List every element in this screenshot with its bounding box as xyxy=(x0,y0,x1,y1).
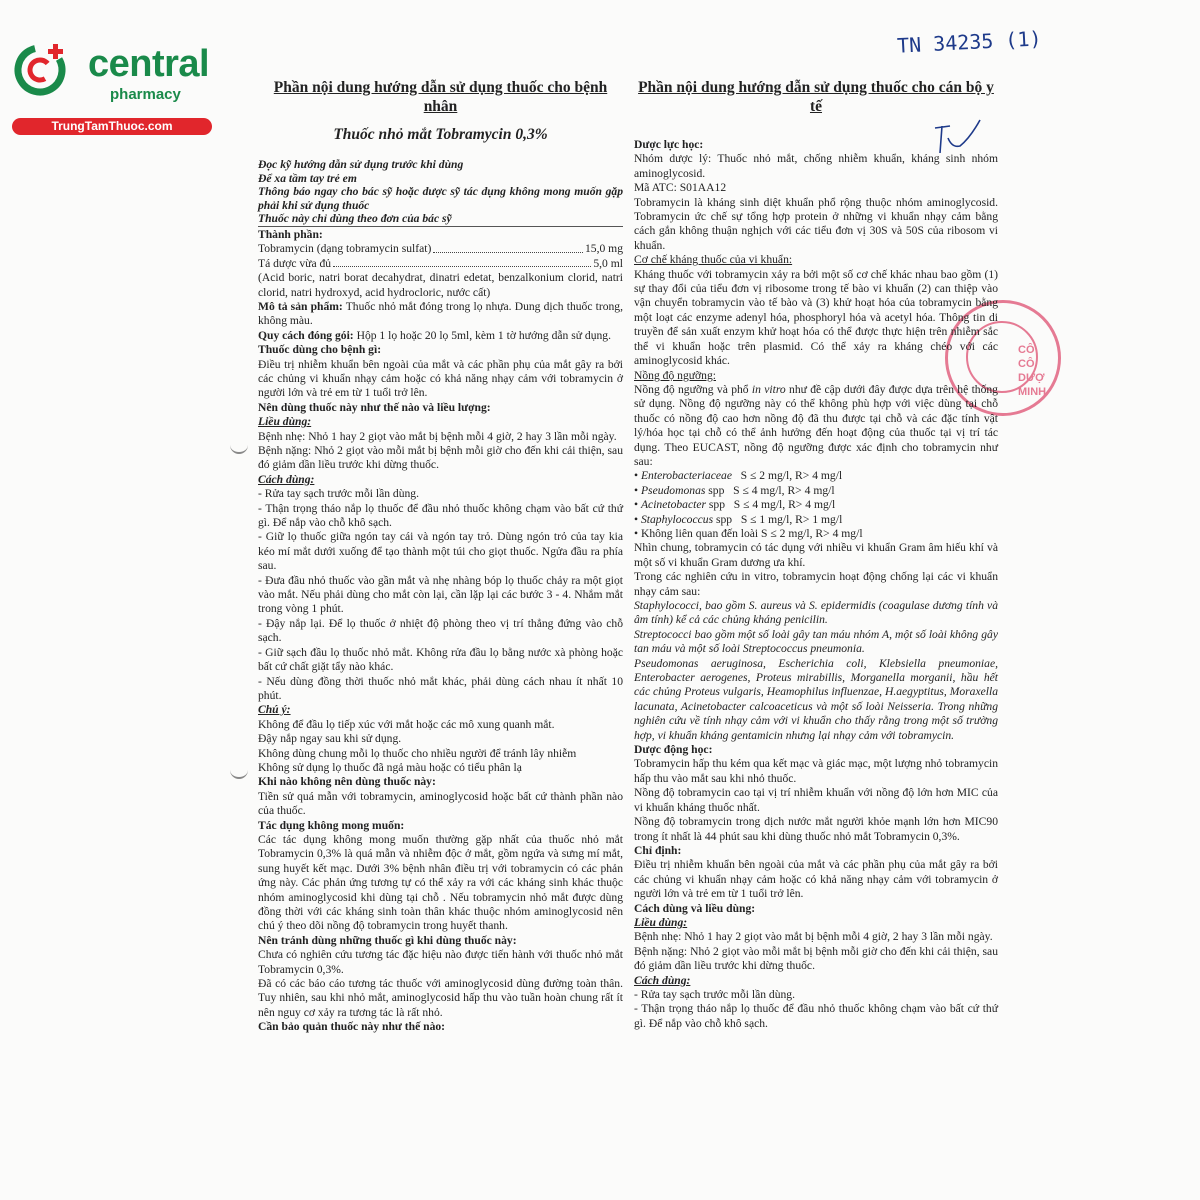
pd-atc: Mã ATC: S01AA12 xyxy=(634,181,727,195)
method-step: - Rửa tay sạch trước mỗi lần dùng. xyxy=(258,487,420,501)
description-paragraph: Mô tả sản phẩm: Thuốc nhỏ mắt đóng trong lọ nhựa. Dung dịch thuốc trong, không màu. xyxy=(258,299,623,328)
logo-url-link[interactable]: TrungTamThuoc.com xyxy=(12,118,212,135)
breakpoint-item: • Pseudomonas spp S ≤ 4 mg/l, R> 4 mg/l xyxy=(634,483,835,497)
composition-row: Tá dược vừa đủ 5,0 ml xyxy=(258,256,623,270)
indication-title: Chỉ định: xyxy=(634,843,682,857)
dose-severe: Bệnh nặng: Nhỏ 2 giọt vào mỗi mắt bị bệnh mỗi giờ cho đến khi cải thiện, sau đó giảm dần liều trước khi dừng thuốc. xyxy=(258,444,623,472)
punch-hole-mark xyxy=(230,765,248,779)
dose-title: Liều dùng: xyxy=(258,415,312,429)
breakpoint-title: Nồng độ ngưỡng: xyxy=(634,368,716,382)
adverse-title: Tác dụng không mong muốn: xyxy=(258,818,405,832)
method-step: - Đậy nắp lại. Để lọ thuốc ở nhiệt độ phòng theo vị trí thẳng đứng vào chỗ sạch. xyxy=(258,616,623,645)
professional-heading: Phần nội dung hướng dẫn sử dụng thuốc cho cán bộ y tế xyxy=(638,79,994,115)
method-title: Cách dùng: xyxy=(634,973,691,987)
pk-text: Nồng độ tobramycin trong dịch nước mắt người khỏe mạnh lớn hơn MIC90 trong ít nhất là 44 phút sau khi dùng thuốc nhỏ mắt Tobramycin 0,3%. xyxy=(634,815,998,843)
organism-staph: Staphylococci, bao gồm S. aureus và S. epidermidis (coagulase dương tính và âm tính) kể cả các chủng kháng penicilin. xyxy=(634,599,998,627)
patient-heading: Phần nội dung hướng dẫn sử dụng thuốc cho bệnh nhân xyxy=(273,79,608,115)
warning-line: Để xa tầm tay trẻ em xyxy=(258,171,357,185)
note-line: Không để đầu lọ tiếp xúc với mắt hoặc các mô xung quanh mắt. xyxy=(258,717,555,731)
stamp-text: CÔ CÔ DƯỢ MINH xyxy=(1018,344,1047,398)
resistance-title: Cơ chế kháng thuốc của vi khuẩn: xyxy=(634,253,793,267)
method-step: - Đưa đầu nhỏ thuốc vào gần mắt và nhẹ nhàng bóp lọ thuốc chảy ra một giọt vào mắt. Nếu phải dùng cho mắt còn lại, cần lặp lại các bước 3 - 4. Nhắm mắt trong vòng 1 phút. xyxy=(258,573,623,616)
composition-title: Thành phần: xyxy=(258,227,323,241)
handwritten-code: TN 34235 (1) xyxy=(896,26,1043,58)
interaction-text: Đã có các báo cáo tương tác thuốc với aminoglycosid dùng đường toàn thân. Tuy nhiên, sau khi nhỏ mắt, aminoglycosid hấp thu vào tuần hoàn chung rất ít nên nguy cơ xảy ra tương tác là rất nhỏ. xyxy=(258,977,623,1019)
note-line: Không sử dụng lọ thuốc đã ngả màu hoặc có tiểu phân lạ xyxy=(258,760,522,774)
spectrum-text: Nhìn chung, tobramycin có tác dụng với nhiều vi khuẩn Gram âm hiếu khí và một số vi khuẩn Gram dương ưa khí. xyxy=(634,541,998,569)
use-text: Điều trị nhiễm khuẩn bên ngoài của mắt và các phần phụ của mắt gây ra bởi các chủng vi khuẩn nhạy cảm hoặc có khả năng nhạy cảm với tobramycin ở người lớn và trẻ em từ 1 tuổi trở lên. xyxy=(258,357,623,400)
excipients-text: (Acid boric, natri borat decahydrat, dinatri edetat, benzalkonium clorid, natri clorid, natri hydroxyd, acid hydrocloric, nước cất) xyxy=(258,271,623,299)
method-step: - Nếu dùng đồng thời thuốc nhỏ mắt khác, phải dùng cách nhau ít nhất 10 phút. xyxy=(258,674,623,702)
use-title: Thuốc dùng cho bệnh gì: xyxy=(258,343,382,357)
organism-strep: Streptococci bao gồm một số loài gây tan máu nhóm A, một số loài không gây tan máu và một số loài Streptococcus pneumonia. xyxy=(634,627,998,656)
method-step: - Giữ lọ thuốc giữa ngón tay cái và ngón tay trỏ. Dùng ngón trỏ của tay kia kéo mí mắt dưới xuống để tạo thành một túi cho giọt thuốc. Ngửa đầu ra phía sau. xyxy=(258,530,623,573)
dose-mild: Bệnh nhẹ: Nhỏ 1 hay 2 giọt vào mắt bị bệnh mỗi 4 giờ, 2 hay 3 lần mỗi ngày. xyxy=(258,429,617,443)
warning-block xyxy=(258,158,623,227)
contra-title: Khi nào không nên dùng thuốc này: xyxy=(258,775,436,789)
how-title: Nên dùng thuốc này như thế nào và liều lượng: xyxy=(258,400,491,414)
breakpoint-item: • Không liên quan đến loài S ≤ 2 mg/l, R> 4 mg/l xyxy=(634,526,863,540)
pd-title: Dược lực học: xyxy=(634,138,704,151)
pd-text: Tobramycin là kháng sinh diệt khuẩn phổ rộng thuộc nhóm aminoglycosid. Tobramycin ức chế sự tổng hợp protein ở những vi khuẩn nhạy cảm bằng cách gắn không thuận nghịch với các tiểu đơn vị 30S và 50S của ribosom vi khuẩn. xyxy=(634,195,998,252)
breakpoint-item: • Enterobacteriaceae S ≤ 2 mg/l, R> 4 mg/l xyxy=(634,469,843,483)
pk-title: Dược động học: xyxy=(634,743,713,757)
warning-line: Thuốc này chỉ dùng theo đơn của bác sỹ xyxy=(258,212,452,226)
interaction-title: Nên tránh dùng những thuốc gì khi dùng thuốc này: xyxy=(258,933,517,947)
method-title: Cách dùng: xyxy=(258,472,315,486)
pharmacy-cross-icon xyxy=(12,42,68,98)
warning-line: Đọc kỹ hướng dẫn sử dụng trước khi dùng xyxy=(258,158,464,172)
professional-column xyxy=(634,78,998,1031)
dose-mild: Bệnh nhẹ: Nhỏ 1 hay 2 giọt vào mắt bị bệnh mỗi 4 giờ, 2 hay 3 lần mỗi ngày. xyxy=(634,930,993,944)
organism-gramneg: Pseudomonas aeruginosa, Escherichia coli, Klebsiella pneumoniae, Enterobacter aerogenes, Proteus mirabillis, Morganella morganii, hầu hết các chủng Proteus vulgaris, Heamophilus influenzae, H.aegyptitus, Moraxella lacunata, Acinetobacter calcoaceticus và một số loài Neisseria. Trong những nghiên cứu về tính nhạy cảm với vi khuẩn cho thấy rằng trong một số trường hợp, vi khuẩn kháng gentamicin nhưng lại nhạy cảm với tobramycin. xyxy=(634,656,998,742)
note-title: Chú ý: xyxy=(258,703,291,717)
note-line: Không dùng chung mỗi lọ thuốc cho nhiều người để tránh lây nhiễm xyxy=(258,746,577,760)
breakpoint-list xyxy=(634,469,998,541)
method-step: - Thận trọng tháo nắp lọ thuốc để đầu nhỏ thuốc không chạm vào bất cứ thứ gì. Để nắp vào chỗ khô sạch. xyxy=(258,501,623,530)
note-line: Đậy nắp ngay sau khi sử dụng. xyxy=(258,732,402,746)
resistance-text: Kháng thuốc với tobramycin xảy ra bởi một số cơ chế khác nhau bao gồm (1) sự thay đổi của tiểu đơn vị ribosome trong tế bào vi khuẩn (2) can thiệp vào vận chuyển tobramycin vào tế bào và (3) khử hoạt hóa của tobramycin bằng một loạt các enzyme adenyl hóa, phosphoryl hóa và acetyl hóa. Thông tin di truyền để sản xuất enzym khử hoạt hóa có thể được thực hiện trên nhiễm sắc thể vi khuẩn hoặc trên plasmid. Có thể xảy ra kháng chéo với các aminoglycosid khác. xyxy=(634,267,998,368)
spectrum-text: Trong các nghiên cứu in vitro, tobramycin hoạt động chống lại các vi khuẩn nhạy cảm sau: xyxy=(634,570,998,598)
method-step: - Rửa tay sạch trước mỗi lần dùng. xyxy=(634,987,796,1001)
central-pharmacy-logo[interactable] xyxy=(10,38,215,138)
breakpoint-text: Nồng độ ngưỡng và phổ in vitro như đề cập dưới đây được dựa trên hệ thống sử dụng. Nồng độ ngưỡng này có thể không phù hợp với việc dùng tại chỗ thuốc có nồng độ cao hơn nồng độ đã thu được tại chỗ và các đặc tính vật lý/hóa học tại chỗ có thể ảnh hưởng đến hoạt động của thuốc tại vị trí tác dụng. Theo EUCAST, nồng độ ngưỡng được xác định cho tobramycin như sau: xyxy=(634,382,998,468)
drug-title: Thuốc nhỏ mắt Tobramycin 0,3% xyxy=(333,126,548,143)
logo-subtitle: pharmacy xyxy=(110,86,181,103)
interaction-text: Chưa có nghiên cứu tương tác đặc hiệu nào được tiến hành với thuốc nhỏ mắt Tobramycin 0,3%. xyxy=(258,948,623,976)
dose-title: Liều dùng: xyxy=(634,915,688,929)
warning-line: Thông báo ngay cho bác sỹ hoặc dược sỹ tác dụng không mong muốn gặp phải khi sử dụng thuốc xyxy=(258,185,623,212)
breakpoint-item: • Acinetobacter spp S ≤ 4 mg/l, R> 4 mg/l xyxy=(634,498,836,512)
pd-group: Nhóm dược lý: Thuốc nhỏ mắt, chống nhiễm khuẩn, kháng sinh nhóm aminoglycosid. xyxy=(634,152,998,180)
logo-wordmark: central xyxy=(88,43,210,85)
pk-text: Tobramycin hấp thu kém qua kết mạc và giác mạc, một lượng nhỏ tobramycin hấp thu vào mắt sau khi nhỏ thuốc. xyxy=(634,757,998,785)
contra-text: Tiền sử quá mẫn với tobramycin, aminoglycosid hoặc bất cứ thành phần nào của thuốc. xyxy=(258,789,623,818)
punch-hole-mark xyxy=(230,440,248,454)
patient-column xyxy=(258,78,623,1035)
storage-title: Cần bảo quản thuốc này như thế nào: xyxy=(258,1020,446,1034)
composition-row: Tobramycin (dạng tobramycin sulfat) 15,0 mg xyxy=(258,242,623,256)
pk-text: Nồng độ tobramycin cao tại vị trí nhiễm khuẩn với nồng độ lớn hơn MIC của vi khuẩn kháng thuốc nhất. xyxy=(634,786,998,814)
dose-severe: Bệnh nặng: Nhỏ 2 giọt vào mỗi mắt bị bệnh mỗi giờ cho đến khi cải thiện, sau đó giảm dần liều trước khi dừng thuốc. xyxy=(634,944,998,973)
packaging-paragraph: Quy cách đóng gói: Hộp 1 lọ hoặc 20 lọ 5ml, kèm 1 tờ hướng dẫn sử dụng. xyxy=(258,328,611,342)
indication-text: Điều trị nhiễm khuẩn bên ngoài của mắt và các phần phụ của mắt gây ra bởi các chủng vi khuẩn nhạy cảm hoặc có khả năng nhạy cảm với tobramycin ở người lớn và trẻ em từ 1 tuổi trở lên. xyxy=(634,858,998,901)
method-step: - Thận trọng tháo nắp lọ thuốc để đầu nhỏ thuốc không chạm vào bất cứ thứ gì. Để nắp vào chỗ khô sạch. xyxy=(634,1002,998,1030)
usage-title: Cách dùng và liều dùng: xyxy=(634,901,756,915)
breakpoint-item: • Staphylococcus spp S ≤ 1 mg/l, R> 1 mg/l xyxy=(634,512,843,526)
adverse-text: Các tác dụng không mong muốn thường gặp nhất của thuốc nhỏ mắt Tobramycin 0,3% là quá mẫn và nhiễm độc ở mắt, gồm ngứa và sưng mí mắt, sung huyết kết mạc. Dưới 3% bệnh nhân điều trị với tobramycin có các phản ứng này. Các phản ứng tương tự có thể xảy ra với các kháng sinh khác thuộc nhóm aminoglycosid khi dùng tại chỗ . Nếu tobramycin nhỏ mắt được dùng đồng thời với các kháng sinh toàn thân khác thuộc nhóm aminoglycosid nên chú ý theo dõi nồng độ tobramycin trong huyết thanh. xyxy=(258,832,623,933)
method-step: - Giữ sạch đầu lọ thuốc nhỏ mắt. Không rửa đầu lọ bằng nước xà phòng hoặc bất cứ chất giặt tẩy nào khác. xyxy=(258,645,623,674)
